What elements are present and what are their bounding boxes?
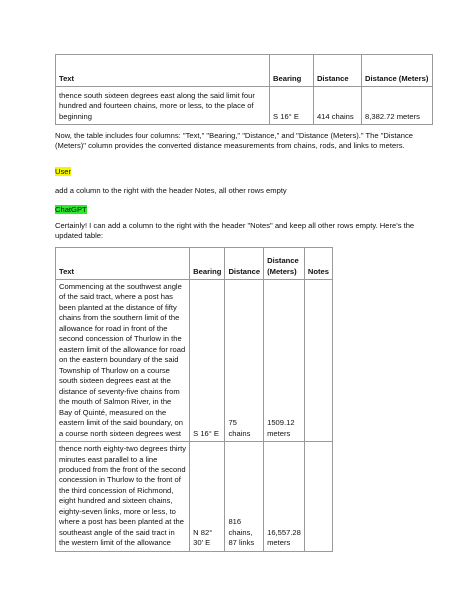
table-row (56, 442, 333, 552)
cell-meters: 1509.12 meters (264, 280, 305, 442)
cell-bearing: S 16° E (270, 87, 314, 125)
header-distance-meters: Distance (Meters) (362, 55, 433, 87)
conversion-table-1 (55, 54, 433, 125)
cell-bearing: S 16° E (190, 280, 225, 442)
cell-text: Commencing at the southwest angle of the said tract, where a post has been planted at the distance of fifty chains from the southern limit of the allowance for road in front of the second concession of Thurlow in the eastern limit of the allowance for road on the eastern boundary of the said Township of Thurlow on a course south sixteen degrees east at the distance of seventy-five chains from the mouth of Salmon River, in the Bay of Quinté, measured on the eastern limit of the said boundary, on a course north sixteen degrees west (56, 280, 190, 442)
table-header-row (56, 55, 433, 87)
header-text: Text (56, 55, 270, 87)
cell-notes (304, 442, 332, 552)
assistant-explanation: Now, the table includes four columns: "Text," "Bearing," "Distance," and "Distance (Meters)." The "Distance (Meters)" column provides the converted distance measurements from chains, rods, and links to meters. (55, 131, 413, 151)
cell-text: thence north eighty-two degrees thirty minutes east parallel to a line produced from the front of the second concession in Thurlow to the front of the third concession of Richmond, eight hundred and sixteen chains, eighty-seven links, more or less, to where a post has been planted at the southeast angle of the said tract in the western limit of the allowance (56, 442, 190, 552)
cell-text: thence south sixteen degrees east along the said limit four hundred and fourteen chains, more or less, to the place of beginning (56, 87, 270, 125)
cell-distance: 414 chains (313, 87, 361, 125)
cell-meters: 8,382.72 meters (362, 87, 433, 125)
cell-bearing: N 82° 30' E (190, 442, 225, 552)
header-notes: Notes (304, 248, 332, 280)
cell-meters: 16,557.28 meters (264, 442, 305, 552)
user-label-line (55, 167, 425, 177)
conversion-table-2 (55, 247, 333, 552)
user-message: add a column to the right with the header Notes, all other rows empty (55, 186, 287, 195)
header-distance: Distance (313, 55, 361, 87)
assistant-label: ChatGPT (55, 205, 87, 214)
header-bearing: Bearing (270, 55, 314, 87)
table-row (56, 280, 333, 442)
header-distance: Distance (225, 248, 264, 280)
assistant-label-line (55, 205, 425, 215)
assistant-message: Certainly! I can add a column to the right with the header "Notes" and keep all other rows empty. Here's the updated table: (55, 221, 415, 241)
table-header-row (56, 248, 333, 280)
cell-distance: 75 chains (225, 280, 264, 442)
header-text: Text (56, 248, 190, 280)
header-bearing: Bearing (190, 248, 225, 280)
user-label: User (55, 167, 72, 176)
cell-distance: 816 chains, 87 links (225, 442, 264, 552)
cell-notes (304, 280, 332, 442)
table-row (56, 87, 433, 125)
header-distance-meters: Distance (Meters) (264, 248, 305, 280)
